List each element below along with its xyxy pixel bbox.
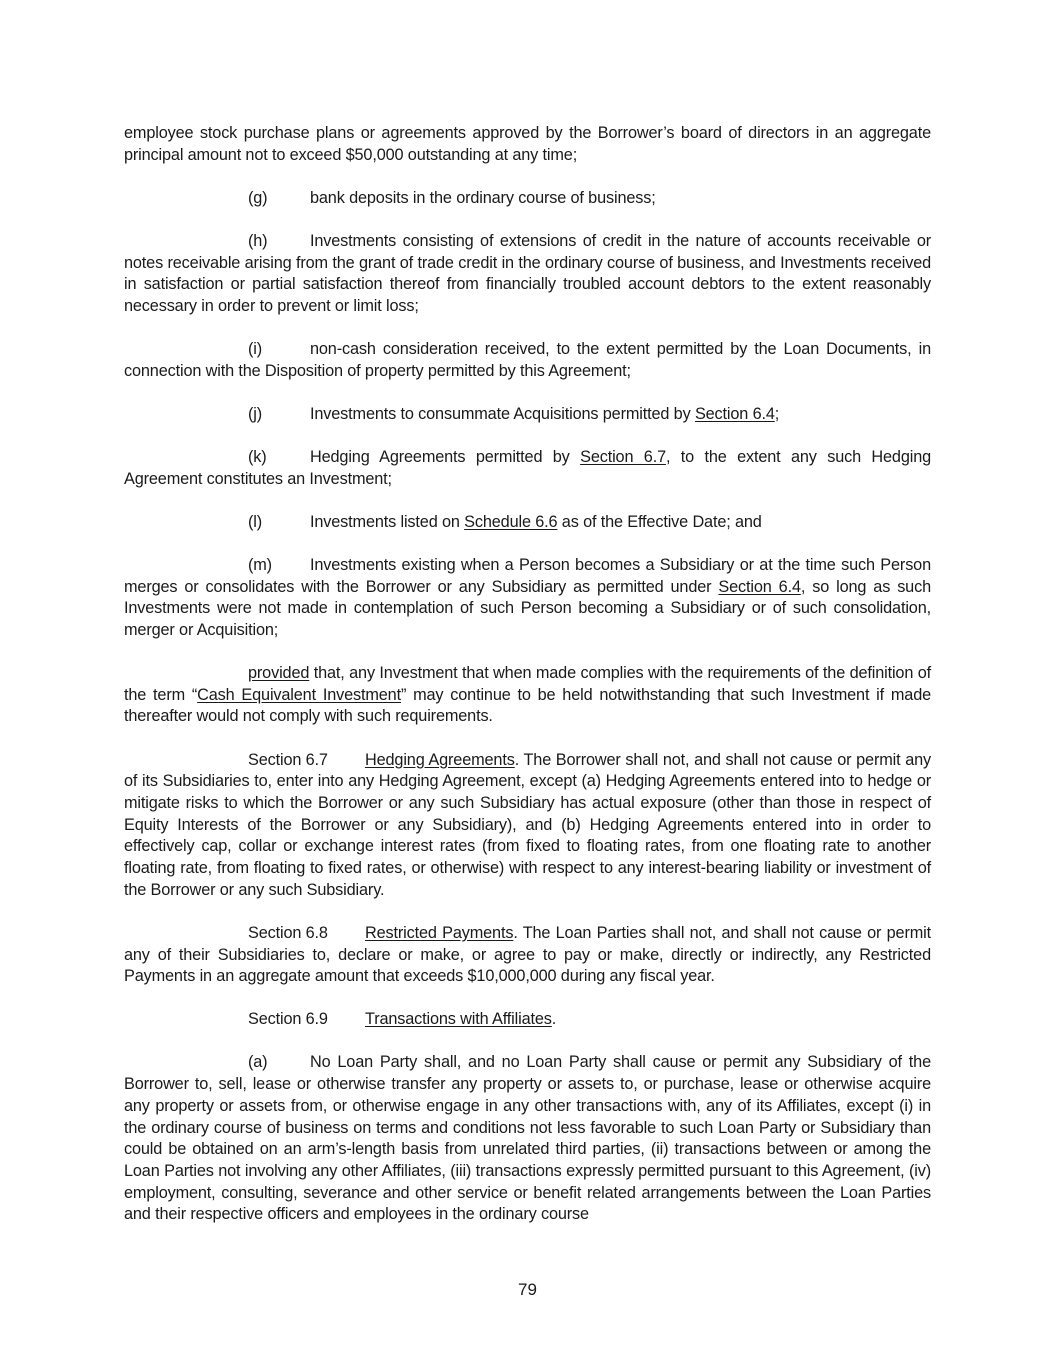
clause-marker: (g): [248, 188, 268, 207]
clause-j: [124, 404, 931, 426]
clause-text: Investments existing when a Person becomes a Subsidiary or at the time such Person merges or consolidates with the Borrower or any Subsidiary as permitted under: [124, 555, 931, 596]
section-6-7: [124, 750, 931, 902]
section-number: Section 6.7: [248, 750, 328, 769]
section-reference: Section 6.4: [694, 404, 775, 423]
page-number: 79: [518, 1280, 537, 1299]
section-reference: Section 6.4: [718, 577, 801, 596]
proviso-text-end: ” may continue to be held notwithstanding that such Investment if made thereafter would not comply with such requirements.: [124, 685, 932, 726]
clause-i: [124, 339, 931, 382]
proviso-text: that, any Investment that when made complies with the requirements of the definition of the term “: [124, 664, 931, 704]
section-title: Restricted Payments: [365, 923, 514, 942]
continuation-paragraph: [124, 123, 931, 166]
section-title: Transactions with Affiliates: [365, 1010, 552, 1029]
clause-text-end: ;: [774, 404, 780, 423]
clause-text: Investments listed on: [310, 512, 465, 531]
clause-k: [124, 447, 931, 490]
section-text: . The Borrower shall not, and shall not cause or permit any of its Subsidiaries to, enter into any Hedging Agreement, except (a) Hedging Agreements entered into to hedge or mitigate risks to which the Borrower or any such Subsidiary has actual exposure (other than those in respect of Equity Interests of the Borrower or any Subsidiary), and (b) Hedging Agreements entered into in order to effectively cap, collar or exchange interest rates (from fixed to floating rates, from one floating rate to another floating rate, from floating to fixed rates, or otherwise) with respect to any interest-bearing liability or investment of the Borrower or any such Subsidiary.: [124, 750, 931, 899]
clause-text: Hedging Agreements permitted by: [310, 447, 581, 466]
clause-m: [124, 555, 931, 642]
clause-text-end: , to the extent any such Hedging Agreement constitutes an Investment;: [124, 447, 932, 488]
clause-marker: (m): [248, 555, 272, 574]
defined-term: Cash Equivalent Investment: [197, 685, 401, 704]
proviso-lead: provided: [248, 664, 310, 683]
clause-text: non-cash consideration received, to the extent permitted by the Loan Documents, in connection with the Disposition of property permitted by this Agreement;: [124, 340, 931, 380]
clause-text: No Loan Party shall, and no Loan Party shall cause or permit any Subsidiary of the Borrower to, sell, lease or otherwise transfer any property or assets to, or purchase, lease or otherwise acquire any property or assets from, or otherwise engage in any other transactions with, any of its Affiliates, except (i) in the ordinary course of business on terms and conditions not less favorable to such Loan Party or Subsidiary than could be obtained on an arm’s-length basis from unrelated third parties, (ii) transactions between or among the Loan Parties not involving any other Affiliates, (iii) transactions expressly permitted pursuant to this Agreement, (iv) employment, consulting, severance and other service or benefit related arrangements between the Loan Parties and their respective officers and employees in the ordinary course: [124, 1053, 931, 1224]
section-6-9: [124, 1009, 931, 1031]
schedule-reference: Schedule 6.6: [464, 512, 558, 531]
section-text: .: [551, 1010, 557, 1029]
clause-text-end: as of the Effective Date; and: [557, 512, 762, 531]
section-reference: Section 6.7: [580, 447, 666, 466]
clause-marker: (h): [248, 231, 268, 250]
clause-marker: (k): [248, 447, 267, 466]
section-text: . The Loan Parties shall not, and shall not cause or permit any of their Subsidiaries to, declare or make, or agree to pay or make, directly or indirectly, any Restricted Payments in an aggregate amount that exceeds $10,000,000 during any fiscal year.: [124, 923, 931, 986]
clause-g: [124, 188, 931, 210]
clause-text: bank deposits in the ordinary course of business;: [310, 188, 656, 207]
clause-l: [124, 512, 931, 534]
clause-text-end: , so long as such Investments were not made in contemplation of such Person becoming a Subsidiary or of such consolidation, merger or Acquisition;: [124, 577, 931, 639]
section-number: Section 6.9: [248, 1010, 328, 1029]
continuation-text: employee stock purchase plans or agreements approved by the Borrower’s board of directors in an aggregate principal amount not to exceed $50,000 outstanding at any time;: [124, 124, 931, 164]
clause-marker: (a): [248, 1053, 268, 1072]
document-body: [124, 123, 931, 1248]
clause-marker: (l): [248, 512, 263, 531]
section-number: Section 6.8: [248, 923, 328, 942]
section-title: Hedging Agreements: [365, 750, 515, 769]
clause-h: [124, 231, 931, 318]
clause-marker: (i): [248, 340, 263, 359]
clause-marker: (j): [248, 404, 263, 423]
clause-text: Investments consisting of extensions of credit in the nature of accounts receivable or notes receivable arising from the grant of trade credit in the ordinary course of business, and Investments received in satisfaction or partial satisfaction thereof from financially troubled account debtors to the extent reasonably necessary in order to prevent or limit loss;: [124, 231, 931, 315]
section-6-8: [124, 923, 931, 988]
clause-a: [124, 1052, 931, 1226]
clause-text: Investments to consummate Acquisitions permitted by: [310, 404, 695, 423]
proviso-paragraph: [124, 663, 931, 728]
